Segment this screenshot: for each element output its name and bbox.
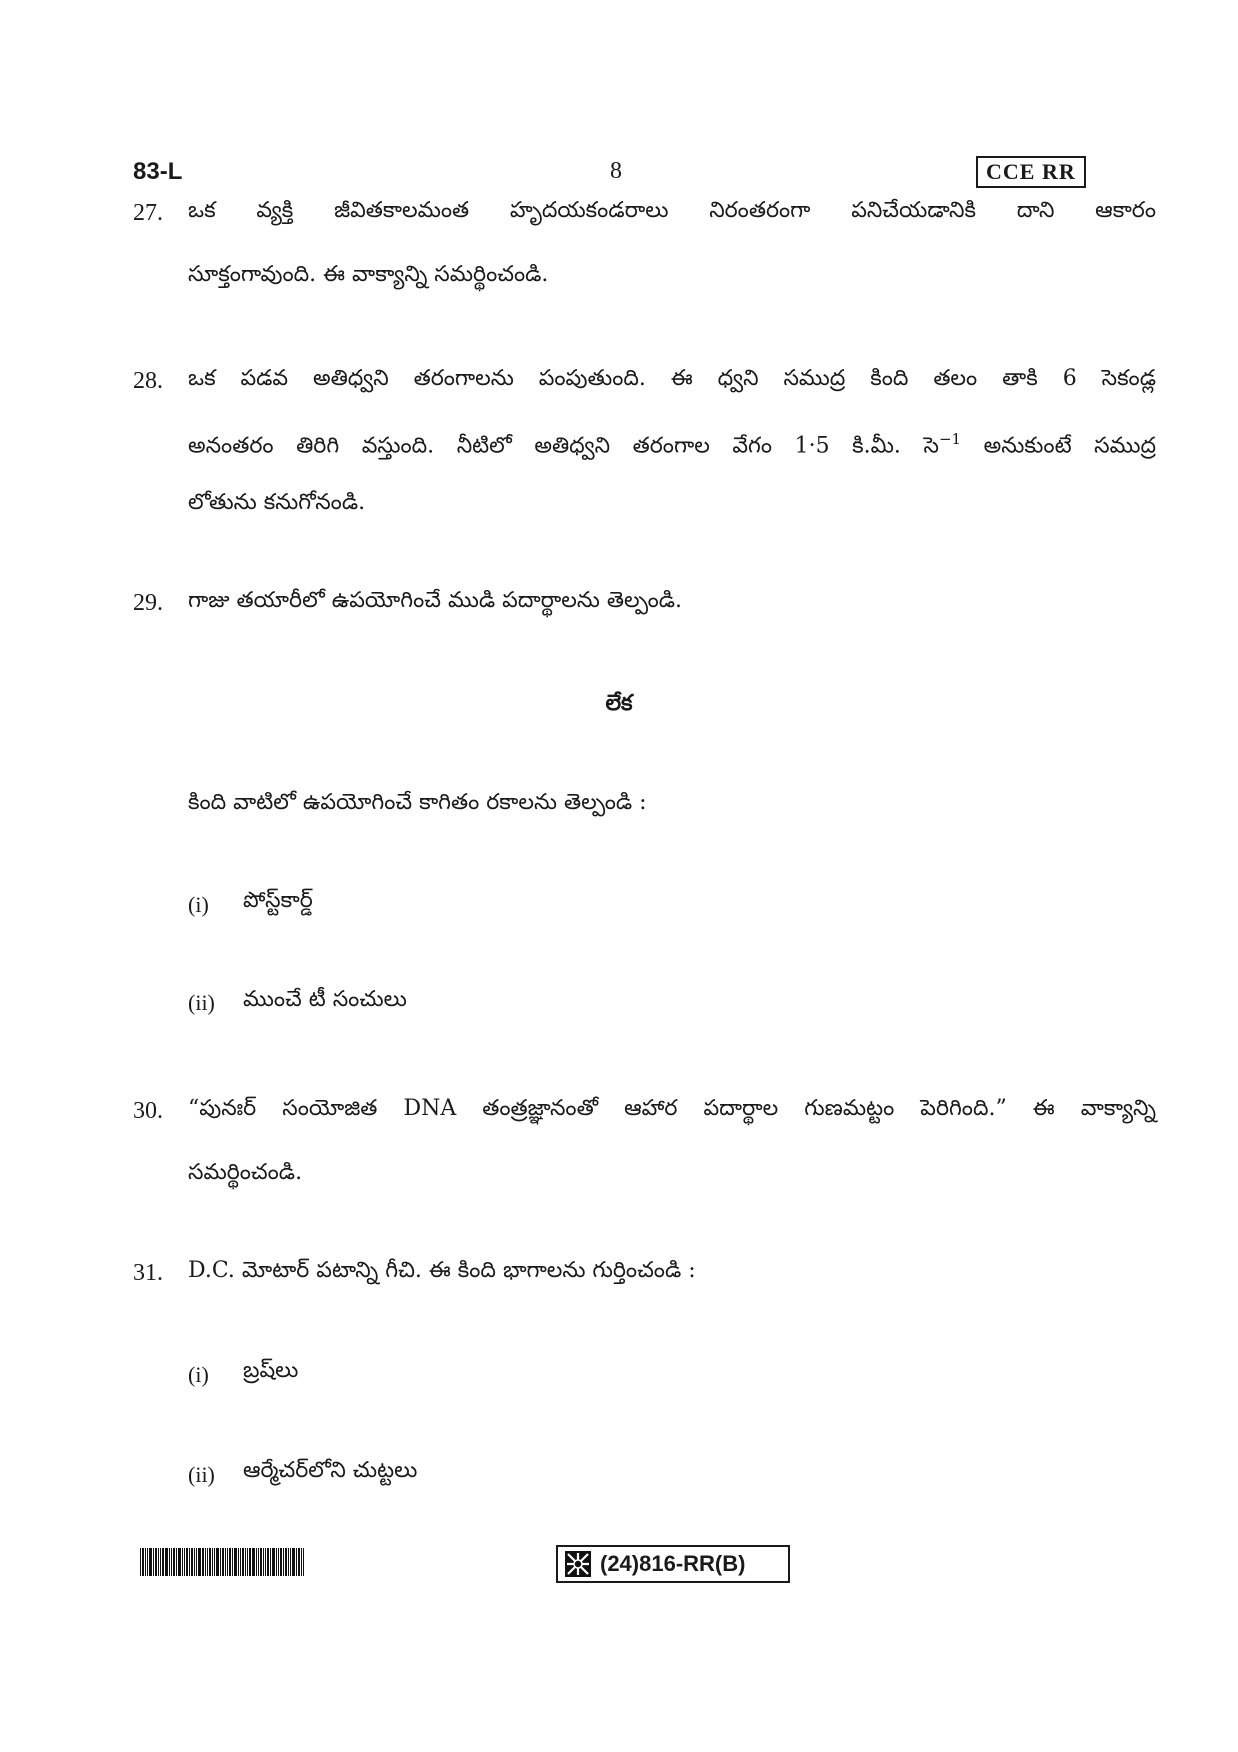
or-separator: లేక <box>605 690 633 716</box>
sub-item-label: (ii) <box>188 1462 215 1487</box>
barcode-stripe <box>214 1548 215 1576</box>
barcode-stripe <box>162 1548 164 1576</box>
barcode-stripe <box>285 1548 287 1576</box>
question-28-line-1: ఒక పడవ అతిధ్వని తరంగాలను పంపుతుంది. ఈ ధ్వని సముద్ర కింది తలం తాకి 6 సెకండ్ల <box>188 366 1156 391</box>
question-29-alt-intro: కింది వాటిలో ఉపయోగించే కాగితం రకాలను తెల్పండి : <box>188 790 647 815</box>
barcode-stripe <box>160 1548 161 1576</box>
barcode-stripe <box>182 1548 183 1576</box>
sub-item-label: (ii) <box>188 990 215 1015</box>
barcode-stripe <box>229 1548 231 1576</box>
question-number: 27. <box>133 200 163 226</box>
barcode-stripe <box>267 1548 269 1576</box>
barcode-stripe <box>263 1548 264 1576</box>
barcode-stripe <box>194 1548 195 1576</box>
barcode-stripe <box>189 1548 190 1576</box>
barcode-stripe <box>140 1548 141 1576</box>
barcode-stripe <box>178 1548 181 1576</box>
sub-item-text: ఆర్మేచర్‌లోని చుట్టలు <box>243 1458 418 1483</box>
barcode-stripe <box>227 1548 228 1576</box>
barcode-stripe <box>147 1548 148 1576</box>
question-27-line-2: సూక్తంగావుంది. ఈ వాక్యాన్ని సమర్థించండి. <box>188 262 549 287</box>
barcode-stripe <box>202 1548 204 1576</box>
barcode-stripe <box>153 1548 154 1576</box>
barcode-stripe <box>155 1548 157 1576</box>
question-28-line-2-part-a: అనంతరం తిరిగి వస్తుంది. నీటిలో అతిధ్వని తరంగాల వేగం 1·5 కి.మీ. సె <box>188 433 939 459</box>
barcode-stripe <box>265 1548 266 1576</box>
barcode-stripe <box>205 1548 206 1576</box>
barcode-stripe <box>169 1548 170 1576</box>
barcode-stripe <box>245 1548 246 1576</box>
sub-item-text: పోస్ట్‌కార్డ్ <box>243 888 313 913</box>
barcode-stripe <box>158 1548 159 1576</box>
barcode-stripe <box>173 1548 175 1576</box>
question-paper-code: (24)816-RR(B) <box>600 1551 746 1576</box>
barcode-stripe <box>198 1548 201 1576</box>
barcode-stripe <box>292 1548 295 1576</box>
barcode-stripe <box>225 1548 226 1576</box>
question-28-line-2-part-b: అనుకుంటే సముద్ర <box>961 433 1156 459</box>
question-paper-code-box <box>556 1545 790 1583</box>
barcode-stripe <box>247 1548 248 1576</box>
barcode-stripe <box>196 1548 197 1576</box>
barcode-stripe <box>149 1548 152 1576</box>
logo-icon <box>564 1550 592 1578</box>
barcode-stripe <box>186 1548 188 1576</box>
barcode-stripe <box>290 1548 291 1576</box>
barcode-stripe <box>240 1548 241 1576</box>
sub-item-label: (i) <box>188 892 209 917</box>
barcode-stripe <box>303 1548 304 1576</box>
barcode-stripe <box>216 1548 219 1576</box>
barcode-stripe <box>296 1548 297 1576</box>
question-number: 28. <box>133 368 163 394</box>
barcode-stripe <box>252 1548 255 1576</box>
paper-code: 83-L <box>133 158 183 185</box>
question-27-line-1: ఒక వ్యక్తి జీవితకాలమంత హృదయకండరాలు నిరంతరంగా పనిచేయడానికి దాని ఆకారం <box>188 198 1156 223</box>
barcode-stripe <box>212 1548 213 1576</box>
barcode-stripe <box>272 1548 275 1576</box>
barcode-stripe <box>184 1548 185 1576</box>
barcode <box>140 1548 374 1576</box>
barcode-stripe <box>278 1548 279 1576</box>
barcode-stripe <box>209 1548 211 1576</box>
barcode-stripe <box>258 1548 259 1576</box>
sub-item-text: ముంచే టీ సంచులు <box>243 987 407 1012</box>
barcode-stripe <box>249 1548 251 1576</box>
question-28-line-2 <box>188 430 1156 463</box>
barcode-stripe <box>298 1548 300 1576</box>
barcode-stripe <box>256 1548 257 1576</box>
barcode-stripe <box>234 1548 237 1576</box>
superscript-exponent: −1 <box>938 430 962 448</box>
sub-item-text: బ్రష్‌లు <box>243 1358 299 1383</box>
barcode-stripe <box>283 1548 284 1576</box>
question-30-line-2: సమర్థించండి. <box>188 1160 303 1185</box>
barcode-stripe <box>220 1548 221 1576</box>
barcode-stripe <box>191 1548 193 1576</box>
barcode-stripe <box>260 1548 262 1576</box>
barcode-stripe <box>145 1548 146 1576</box>
question-29-text: గాజు తయారీలో ఉపయోగించే ముడి పదార్థాలను తెల్పండి. <box>188 588 682 613</box>
question-31-text: D.C. మోటార్ పటాన్ని గీచి. ఈ కింది భాగాలను గుర్తించండి : <box>188 1258 696 1283</box>
question-number: 29. <box>133 590 163 616</box>
barcode-stripe <box>238 1548 239 1576</box>
barcode-stripe <box>222 1548 224 1576</box>
question-30-line-1: “పునఃర్ సంయోజిత DNA తంత్రజ్ఞానంతో ఆహార పదార్థాల గుణమట్టం పెరిగింది.” ఈ వాక్యాన్ని <box>188 1096 1156 1121</box>
barcode-stripe <box>232 1548 233 1576</box>
sub-item-label: (i) <box>188 1362 209 1387</box>
barcode-stripe <box>171 1548 172 1576</box>
page-number: 8 <box>610 158 622 184</box>
barcode-stripe <box>276 1548 277 1576</box>
barcode-stripe <box>142 1548 144 1576</box>
series-badge: CCE RR <box>976 156 1086 188</box>
barcode-stripe <box>270 1548 271 1576</box>
barcode-stripe <box>165 1548 168 1576</box>
question-number: 30. <box>133 1098 163 1124</box>
question-number: 31. <box>133 1260 163 1286</box>
barcode-stripe <box>242 1548 244 1576</box>
barcode-stripe <box>207 1548 208 1576</box>
question-28-line-3: లోతును కనుగోనండి. <box>188 490 366 515</box>
barcode-stripe <box>301 1548 302 1576</box>
barcode-stripe <box>176 1548 177 1576</box>
barcode-stripe <box>288 1548 289 1576</box>
barcode-stripe <box>280 1548 282 1576</box>
